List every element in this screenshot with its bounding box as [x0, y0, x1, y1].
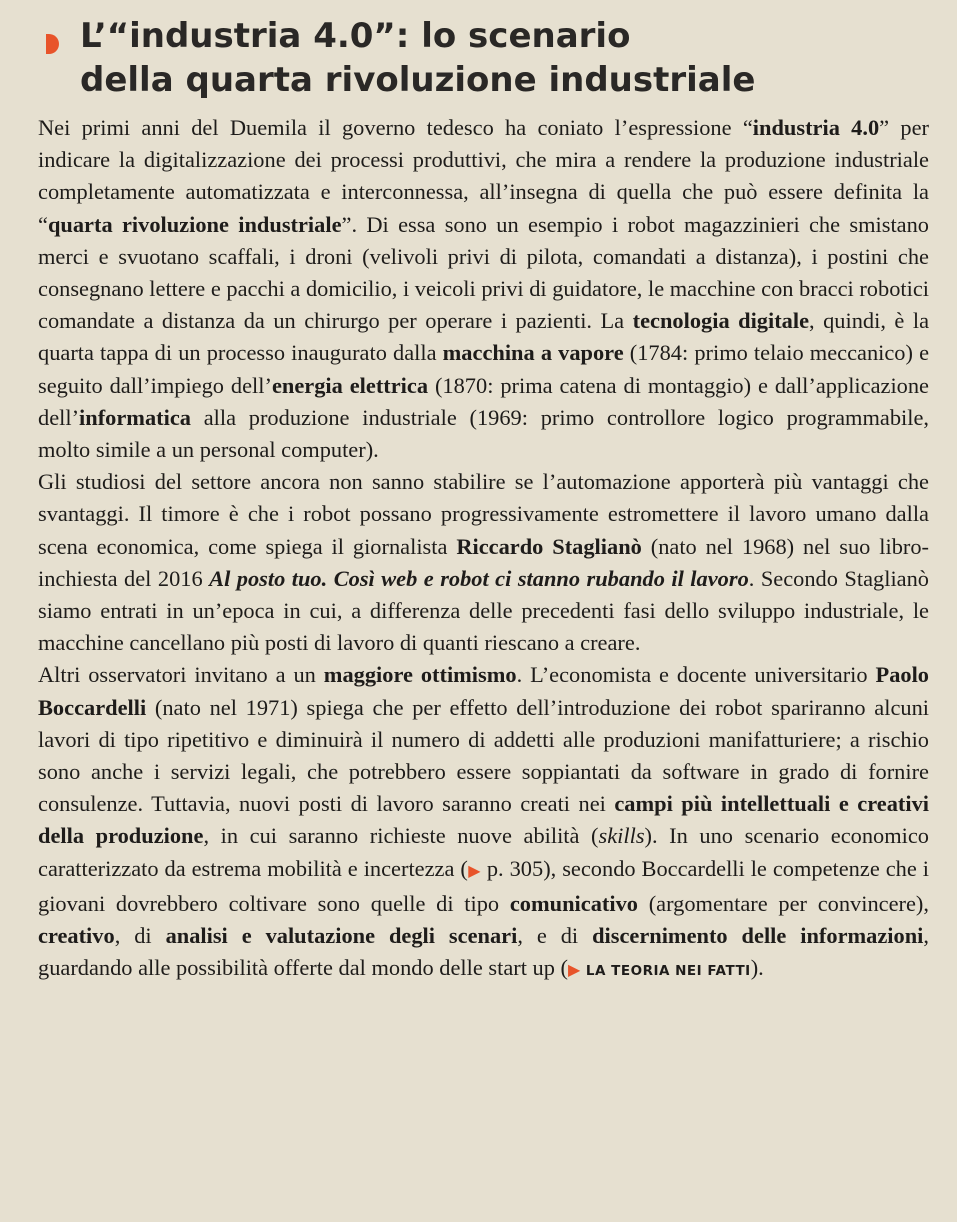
body-text: [38, 112, 929, 987]
title-line-2: della quarta rivoluzione industriale: [80, 60, 756, 100]
bold-term: macchina a vapore: [442, 340, 624, 366]
bold-term: analisi e valutazione degli scenari: [165, 923, 518, 949]
text-run: ”. Di essa sono un esempio i robot magazzinieri che smistano merci e svuotano scaffali, i droni (velivoli privi di pilota, comandati a distanza), i postini che consegnano lettere e pacchi a domicilio, i veicoli privi di guidatore, le macchine con bracci robotici comandate a distanza da un chirurgo per operare i pazienti. La: [38, 211, 929, 334]
text-run: ), secondo Boccardelli le competenze che i giovani dovrebbero coltivare sono quelle di tipo: [38, 855, 929, 916]
paragraph-3: [38, 659, 929, 987]
bold-term: creativo: [38, 923, 115, 949]
bold-term: quarta rivoluzione industriale: [47, 211, 342, 237]
text-run: ).: [750, 955, 764, 981]
play-arrow-icon: ▶: [567, 962, 581, 980]
text-run: . L’economista e docente universitario: [516, 662, 876, 688]
text-run: (1870: prima catena di montaggio) e dall’applicazione dell’: [38, 372, 929, 430]
text-run: ). In uno scenario economico caratterizzato da estrema mobilità e incertezza (: [38, 823, 929, 881]
text-run: , quindi, è la quarta tappa di un processo inaugurato dalla: [38, 308, 930, 366]
text-run: , e di: [517, 923, 593, 949]
text-run: , guardando alle possibilità offerte dal mondo delle start up (: [38, 923, 930, 981]
bold-term: industria 4.0: [752, 115, 880, 140]
text-run: . Secondo Staglianò siamo entrati in un’epoca in cui, a differenza delle precedenti fasi dello sviluppo industriale, le macchine cancellano più posti di lavoro di quanti riescano a creare.: [38, 565, 929, 656]
text-run: (1784: primo telaio meccanico) e seguito dall’impiego dell’: [38, 340, 930, 398]
text-run: Nei primi anni del Duemila il governo tedesco ha coniato l’espressione “: [38, 115, 753, 140]
text-run: (nato nel 1971) spiega che per effetto dell’introduzione dei robot spariranno alcuni lavori di tipo ripetitivo e diminuirà il numero di addetti alle produzioni manifatturiere; a rischio sono anche i servizi legali, che potrebbero essere soppiantati da software in grado di fornire consulenze. Tuttavia, nuovi posti di lavoro saranno creati nei: [38, 694, 929, 817]
paragraph-2: [38, 466, 929, 659]
text-run: ” per indicare la digitalizzazione dei processi produttivi, che mira a rendere la produzione industriale completamente automatizzata e interconnessa, all’insegna di quella che può essere definita la “: [38, 115, 929, 237]
italic-term: skills: [598, 823, 645, 849]
bold-term: maggiore ottimismo: [323, 662, 517, 688]
section-marker-icon: [46, 34, 59, 54]
text-run: Gli studiosi del settore ancora non sanno stabilire se l’automazione apporterà più vantaggi che svantaggi. Il timore è che i robot possano progressivamente estromettere il lavoro umano dalla scena economica, come spiega il giornalista: [38, 469, 929, 559]
bold-term: discernimento delle informazioni: [592, 923, 924, 949]
text-run: (nato nel 1968) nel suo libro-inchiesta del 2016: [38, 533, 930, 591]
author-name: Paolo Boccardelli: [38, 662, 929, 720]
paragraph-1: [38, 112, 929, 466]
section-title: [80, 14, 929, 102]
text-run: , in cui saranno richieste nuove abilità (: [203, 823, 599, 849]
bold-term: informatica: [79, 404, 191, 430]
text-run: Altri osservatori invitano a un: [38, 662, 324, 688]
text-run: , di: [114, 923, 166, 949]
section-reference[interactable]: LA TEORIA NEI FATTI: [585, 963, 751, 980]
author-name: Riccardo Staglianò: [456, 533, 642, 559]
bold-term: tecnologia digitale: [632, 308, 810, 334]
play-arrow-icon: ▶: [467, 862, 481, 880]
page-reference[interactable]: p. 305: [486, 855, 544, 881]
bold-term: energia elettrica: [271, 372, 429, 398]
text-run: alla produzione industriale (1969: primo controllore logico programmabile, molto simile a un personal computer).: [38, 404, 929, 463]
title-line-1: L’“industria 4.0”: lo scenario: [80, 16, 631, 56]
bold-term: comunicativo: [509, 890, 638, 916]
book-title: Al posto tuo. Così web e robot ci stanno rubando il lavoro: [209, 565, 749, 591]
text-run: (argomentare per convincere),: [637, 890, 929, 916]
bold-term: campi più intellettuali e creativi della produzione: [38, 791, 929, 849]
